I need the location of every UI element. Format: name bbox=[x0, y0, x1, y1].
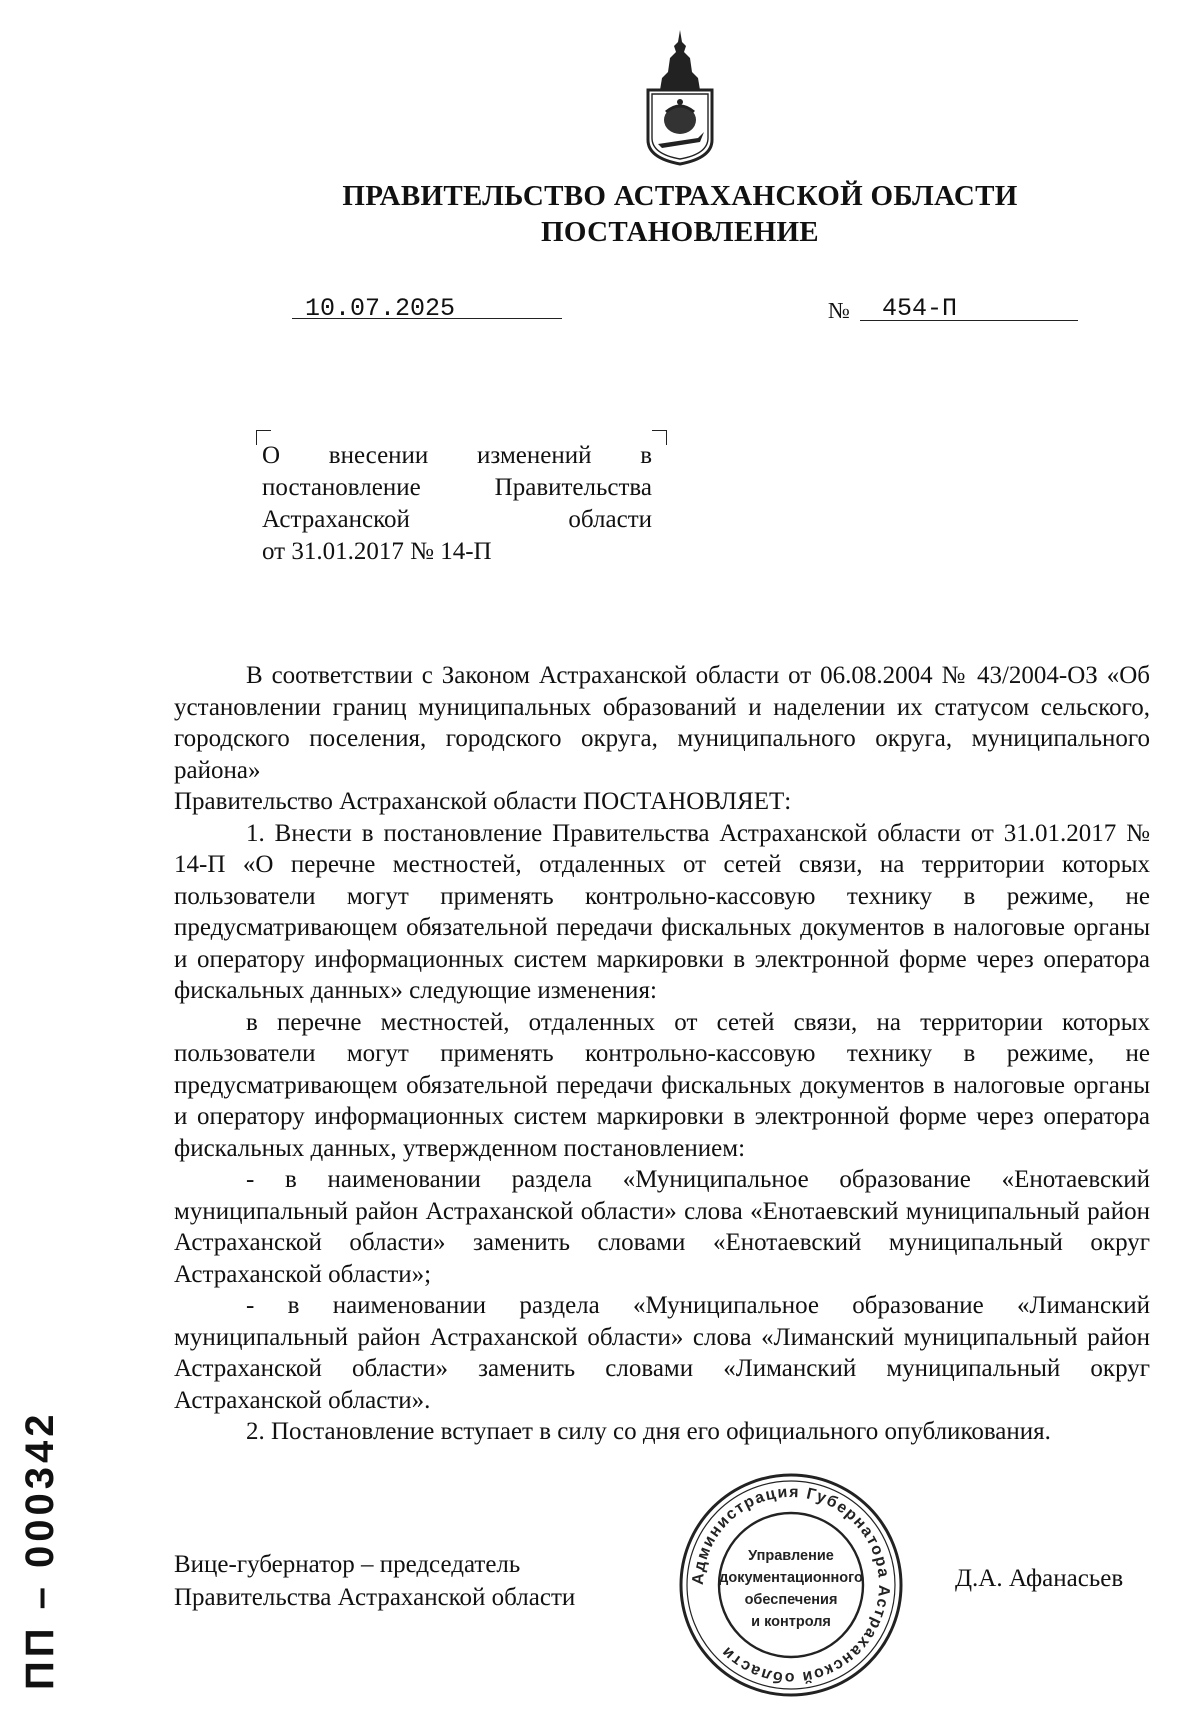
subject-line: постановление Правительства bbox=[262, 474, 652, 501]
document-type: ПОСТАНОВЛЕНИЕ bbox=[541, 216, 819, 248]
subject-line: Астраханской области bbox=[262, 506, 652, 533]
paragraph-preamble: В соответствии с Законом Астраханской области от 06.08.2004 № 43/2004-ОЗ «Об установлении границ муниципальных образований и наделении их статусом сельского, городского поселения, городского округа, муниципального округа, муниципального района» bbox=[174, 662, 1150, 784]
paragraph-resolves: Правительство Астраханской области ПОСТАНОВЛЯЕТ: bbox=[174, 788, 792, 815]
stamp-center-line: и контроля bbox=[751, 1614, 831, 1630]
document-body bbox=[174, 660, 1150, 1448]
subject-corner-right bbox=[652, 430, 667, 445]
document-header bbox=[280, 178, 1080, 250]
signatory-position bbox=[174, 1548, 575, 1614]
document-date: 10.07.2025 bbox=[305, 294, 456, 323]
subject-line: от 31.01.2017 № 14-П bbox=[262, 538, 492, 565]
organization-name: ПРАВИТЕЛЬСТВО АСТРАХАНСКОЙ ОБЛАСТИ bbox=[342, 180, 1018, 212]
stamp-ring-text: Администрация Губернатора Астраханской области bbox=[689, 1483, 893, 1687]
stamp-center-line: обеспечения bbox=[744, 1592, 838, 1608]
position-line: Правительства Астраханской области bbox=[174, 1584, 576, 1611]
document-number: 454-П bbox=[882, 294, 958, 323]
paragraph-change-limansky: - в наименовании раздела «Муниципальное образование «Лиманский муниципальный район Астраханской области» слова «Лиманский муниципальный район Астраханской области» заменить словами «Лиманский муниципальный округ Астраханской области». bbox=[174, 1292, 1150, 1414]
paragraph-item-1: 1. Внести в постановление Правительства Астраханской области от 31.01.2017 № 14-П «О перечне местностей, отдаленных от сетей связи, на территории которых пользователи могут применять контрольно-кассовую технику в режиме, не предусматривающем обязательной передачи фискальных документов в налоговые органы и оператору информационных систем маркировки в электронной форме через оператора фискальных данных» следующие изменения: bbox=[174, 819, 1150, 1004]
number-sign: № bbox=[828, 298, 850, 323]
side-registration-number: ПП – 000342 bbox=[18, 1410, 62, 1690]
signatory-name: Д.А. Афанасьев bbox=[955, 1565, 1124, 1592]
paragraph-list-intro: в перечне местностей, отдаленных от сетей связи, на территории которых пользователи могут применять контрольно-кассовую технику в режиме, не предусматривающем обязательной передачи фискальных документов в налоговые органы и оператору информационных систем маркировки в электронной форме через оператора фискальных данных, утвержденном постановлением: bbox=[174, 1008, 1150, 1162]
document-subject bbox=[262, 440, 652, 568]
stamp-center-line: документационного bbox=[719, 1570, 863, 1586]
subject-line: О внесении изменений в bbox=[262, 442, 652, 469]
coat-of-arms-icon bbox=[640, 28, 720, 168]
stamp-center-line: Управление bbox=[748, 1548, 834, 1564]
position-line: Вице-губернатор – председатель bbox=[174, 1551, 521, 1578]
official-stamp-icon bbox=[676, 1470, 906, 1700]
paragraph-item-2: 2. Постановление вступает в силу со дня его официального опубликования. bbox=[246, 1418, 1051, 1445]
paragraph-change-enotaevsky: - в наименовании раздела «Муниципальное образование «Енотаевский муниципальный район Астраханской области» слова «Енотаевский муниципальный район Астраханской области» заменить словами «Енотаевский муниципальный округ Астраханской области»; bbox=[174, 1166, 1150, 1288]
